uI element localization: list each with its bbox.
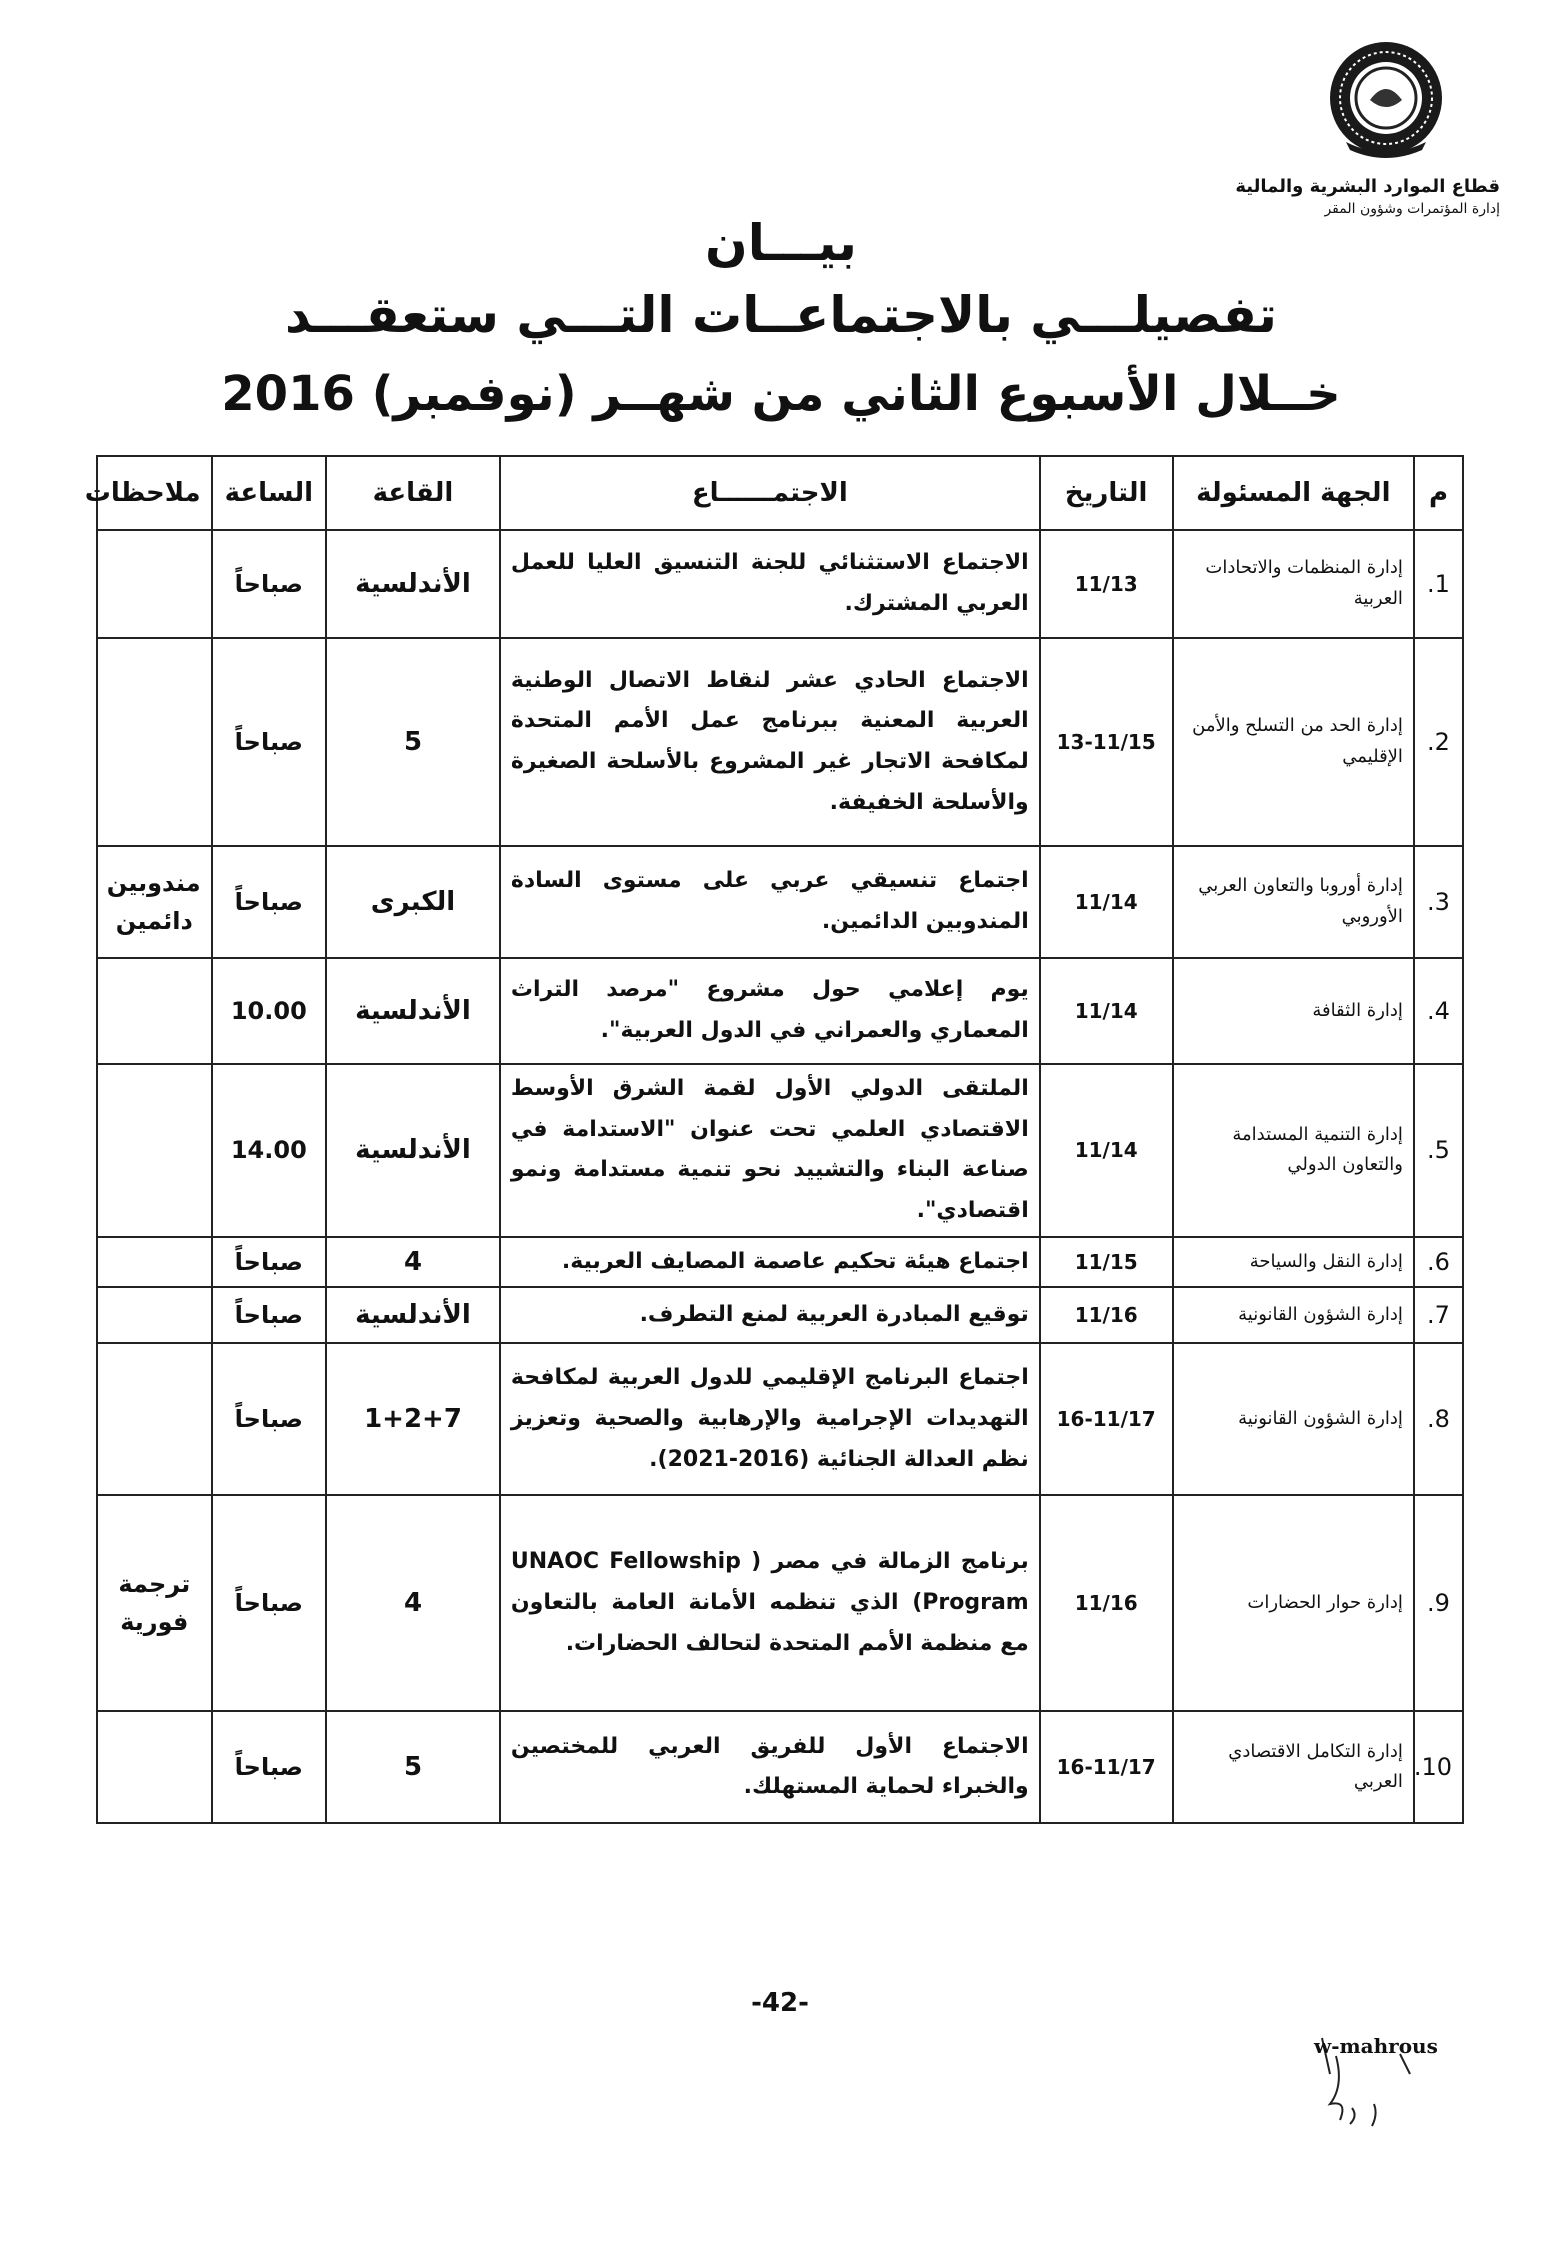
row-notes bbox=[97, 958, 212, 1064]
row-date: 11/15 bbox=[1074, 1250, 1138, 1275]
row-time: صباحاً bbox=[212, 1287, 327, 1343]
org-line-2: إدارة المؤتمرات وشؤون المقر bbox=[1324, 201, 1500, 217]
table-row bbox=[97, 1064, 1463, 1237]
table-row bbox=[97, 1711, 1463, 1823]
row-meeting: الملتقى الدولي الأول لقمة الشرق الأوسط الاقتصادي العلمي تحت عنوان "الاستدامة في صناعة البناء والتشييد نحو تنمية مستدامة ونمو اقتصادي". bbox=[500, 1064, 1040, 1237]
row-notes: مندوبين دائمين bbox=[97, 846, 212, 958]
row-notes bbox=[97, 1064, 212, 1237]
row-time: صباحاً bbox=[212, 638, 327, 846]
row-hall: 1+2+7 bbox=[364, 1404, 462, 1435]
row-hall: 4 bbox=[326, 1495, 500, 1711]
row-num: 10. bbox=[1414, 1711, 1463, 1823]
header-meeting: الاجتمــــــاع bbox=[500, 456, 1040, 530]
row-num: 2. bbox=[1414, 638, 1463, 846]
row-date: 16-11/17 bbox=[1056, 1755, 1156, 1780]
row-hall: 5 bbox=[326, 638, 500, 846]
row-meeting: اجتماع البرنامج الإقليمي للدول العربية لمكافحة التهديدات الإجرامية والإرهابية والصحية وتعزيز نظم العدالة الجنائية (2016-2021). bbox=[500, 1343, 1040, 1495]
row-time: صباحاً bbox=[212, 1343, 327, 1495]
table-row bbox=[97, 1343, 1463, 1495]
table-row bbox=[97, 530, 1463, 638]
row-notes: ترجمة فورية bbox=[97, 1495, 212, 1711]
signature-name: w-mahrous bbox=[1314, 2034, 1438, 2058]
row-hall: 4 bbox=[326, 1237, 500, 1288]
row-notes bbox=[97, 1343, 212, 1495]
page-number: -42- bbox=[751, 1988, 809, 2018]
organization-seal-logo bbox=[1326, 38, 1446, 158]
row-hall: الأندلسية bbox=[326, 1287, 500, 1343]
row-meeting: توقيع المبادرة العربية لمنع التطرف. bbox=[500, 1287, 1040, 1343]
row-time: صباحاً bbox=[212, 846, 327, 958]
row-time: صباحاً bbox=[212, 530, 327, 638]
row-dept: إدارة الثقافة bbox=[1173, 958, 1414, 1064]
row-dept: إدارة الشؤون القانونية bbox=[1173, 1287, 1414, 1343]
row-date: 16-11/17 bbox=[1056, 1407, 1156, 1432]
row-hall: 5 bbox=[326, 1711, 500, 1823]
row-time: صباحاً bbox=[212, 1495, 327, 1711]
document-title-line-2: تفصيلـــي بالاجتماعــات التـــي ستعقـــد bbox=[285, 286, 1277, 344]
row-hall: الأندلسية bbox=[326, 958, 500, 1064]
row-date: 11/14 bbox=[1074, 1138, 1138, 1163]
header-dept: الجهة المسئولة bbox=[1173, 456, 1414, 530]
row-num: 1. bbox=[1414, 530, 1463, 638]
table-header-row bbox=[97, 456, 1463, 530]
row-num: 8. bbox=[1414, 1343, 1463, 1495]
document-title-line-1: بيـــان bbox=[705, 214, 857, 272]
row-meeting: برنامج الزمالة في مصر ( UNAOC Fellowship Program) الذي تنظمه الأمانة العامة بالتعاون مع منظمة الأمم المتحدة لتحالف الحضارات. bbox=[500, 1495, 1040, 1711]
row-dept: إدارة المنظمات والاتحادات العربية bbox=[1173, 530, 1414, 638]
header-date: التاريخ bbox=[1040, 456, 1173, 530]
row-meeting: يوم إعلامي حول مشروع "مرصد التراث المعماري والعمراني في الدول العربية". bbox=[500, 958, 1040, 1064]
row-hall: الأندلسية bbox=[326, 1064, 500, 1237]
row-meeting: الاجتماع الأول للفريق العربي للمختصين والخبراء لحماية المستهلك. bbox=[500, 1711, 1040, 1823]
row-num: 9. bbox=[1414, 1495, 1463, 1711]
org-line-1: قطاع الموارد البشرية والمالية bbox=[1235, 176, 1500, 197]
row-hall: الأندلسية bbox=[326, 530, 500, 638]
row-dept: إدارة النقل والسياحة bbox=[1173, 1237, 1414, 1288]
row-dept: إدارة حوار الحضارات bbox=[1173, 1495, 1414, 1711]
row-meeting: اجتماع تنسيقي عربي على مستوى السادة المندوبين الدائمين. bbox=[500, 846, 1040, 958]
header-num: م bbox=[1414, 456, 1463, 530]
table-row bbox=[97, 846, 1463, 958]
table-row bbox=[97, 638, 1463, 846]
row-date: 11/16 bbox=[1074, 1591, 1138, 1616]
row-hall: الكبرى bbox=[326, 846, 500, 958]
row-time: 10.00 bbox=[212, 958, 327, 1064]
row-notes bbox=[97, 1237, 212, 1288]
header-notes: ملاحظات bbox=[97, 456, 212, 530]
row-date: 11/13 bbox=[1074, 572, 1138, 596]
row-notes bbox=[97, 1711, 212, 1823]
header-hall: القاعة bbox=[326, 456, 500, 530]
row-dept: إدارة الشؤون القانونية bbox=[1173, 1343, 1414, 1495]
row-date: 11/14 bbox=[1074, 999, 1138, 1023]
document-title-line-3: خــلال الأسبوع الثاني من شهــر (نوفمبر) 2016 bbox=[221, 366, 1341, 422]
organization-header bbox=[1200, 176, 1500, 217]
row-num: 6. bbox=[1414, 1237, 1463, 1288]
table-row bbox=[97, 1287, 1463, 1343]
row-notes bbox=[97, 1287, 212, 1343]
row-dept: إدارة التنمية المستدامة والتعاون الدولي bbox=[1173, 1064, 1414, 1237]
meetings-table bbox=[84, 455, 1464, 1824]
row-time: صباحاً bbox=[212, 1711, 327, 1823]
row-notes bbox=[97, 638, 212, 846]
header-time: الساعة bbox=[212, 456, 327, 530]
row-num: 5. bbox=[1414, 1064, 1463, 1237]
table-row bbox=[97, 1495, 1463, 1711]
row-meeting: اجتماع هيئة تحكيم عاصمة المصايف العربية. bbox=[500, 1237, 1040, 1288]
row-num: 3. bbox=[1414, 846, 1463, 958]
row-time: صباحاً bbox=[212, 1237, 327, 1288]
table-row bbox=[97, 1237, 1463, 1288]
row-meeting: الاجتماع الحادي عشر لنقاط الاتصال الوطنية العربية المعنية ببرنامج عمل الأمم المتحدة لمكافحة الاتجار غير المشروع بالأسلحة الصغيرة والأسلحة الخفيفة. bbox=[500, 638, 1040, 846]
row-num: 7. bbox=[1414, 1287, 1463, 1343]
row-dept: إدارة أوروبا والتعاون العربي الأوروبي bbox=[1173, 846, 1414, 958]
row-notes bbox=[97, 530, 212, 638]
row-num: 4. bbox=[1414, 958, 1463, 1064]
row-date: 11/14 bbox=[1074, 890, 1138, 914]
row-time: 14.00 bbox=[212, 1064, 327, 1237]
row-meeting: الاجتماع الاستثنائي للجنة التنسيق العليا للعمل العربي المشترك. bbox=[500, 530, 1040, 638]
row-dept: إدارة الحد من التسلح والأمن الإقليمي bbox=[1173, 638, 1414, 846]
table-row bbox=[97, 958, 1463, 1064]
row-date: 13-11/15 bbox=[1056, 730, 1156, 754]
row-date: 11/16 bbox=[1074, 1303, 1138, 1328]
row-dept: إدارة التكامل الاقتصادي العربي bbox=[1173, 1711, 1414, 1823]
